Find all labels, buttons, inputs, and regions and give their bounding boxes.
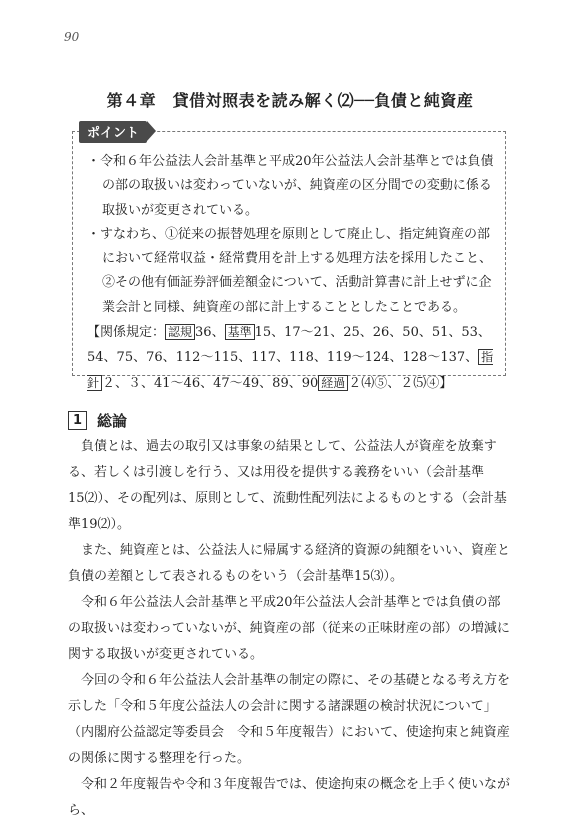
- related-rules: [87, 320, 499, 396]
- ref-tag-ninki: 認規: [165, 324, 195, 340]
- point-box: [72, 126, 506, 391]
- paragraph-2: また、純資産とは、公益法人に帰属する経済的資源の純額をいい、資産と負債の差額として表されるものをいう（会計基準15⑶）。: [68, 543, 511, 584]
- point-label: ポイント: [79, 121, 147, 143]
- point-bullet-2: ・すなわち、①従来の振替処理を原則として廃止し、指定純資産の部において経常収益・経常費用を計上する処理方法を採用したこと、②その他有価証券評価差額金について、活動計算書に計上せずに企業会計と同様、純資産の部に計上することとしたことである。: [87, 226, 493, 315]
- chapter-title: 第４章 貸借対照表を読み解く⑵──負債と純資産: [106, 91, 474, 110]
- paragraph-3: 令和６年公益法人会計基準と平成20年公益法人会計基準とでは負債の部の取扱いは変わっていないが、純資産の部（従来の正味財産の部）の増減に関する取扱いが変更されている。: [68, 595, 510, 662]
- point-bullet-1: ・令和６年公益法人会計基準と平成20年公益法人会計基準とでは負債の部の取扱いは変わっていないが、純資産の区分間での変動に係る取扱いが変更されている。: [87, 154, 494, 218]
- refs-shishin: ２、３、41〜46、47〜49、89、90: [102, 375, 319, 391]
- refs-keika: ２⑷⑤、２⑸④】: [348, 375, 453, 391]
- section-heading: [68, 410, 127, 431]
- point-body: [87, 150, 499, 396]
- section-title: 総論: [97, 412, 128, 430]
- body-text: [68, 434, 512, 824]
- refs-ninki: 36、: [195, 325, 225, 341]
- ref-tag-keika: 経過: [318, 375, 348, 391]
- refs-kijun: 15、17〜21、25、26、50、51、53、54、75、76、112〜115、117、118、119〜124、128〜137、: [87, 325, 491, 366]
- ref-tag-kijun: 基準: [225, 324, 255, 340]
- paragraph-4: 今回の令和６年公益法人会計基準の制定の際に、その基礎となる考え方を示した「令和５年度公益法人の会計に関する諸課題の検討状況について」（内閣府公益認定等委員会 令和５年度報告）において、使途拘束と純資産の関係に関する整理を行った。: [68, 673, 511, 766]
- paragraph-1: 負債とは、過去の取引又は事象の結果として、公益法人が資産を放棄する、若しくは引渡しを行う、又は用役を提供する義務をいい（会計基準15⑵）、その配列は、原則として、流動性配列法によるものとする（会計基準19⑵）。: [68, 439, 507, 532]
- section-number: 1: [68, 411, 87, 430]
- page-number: 90: [64, 30, 80, 44]
- refs-prefix: 【関係規定：: [87, 325, 166, 341]
- ref-tag-shishin: 指針: [87, 350, 494, 390]
- paragraph-5: 令和２年度報告や令和３年度報告では、使途拘束の概念を上手く使いながら、: [68, 777, 511, 818]
